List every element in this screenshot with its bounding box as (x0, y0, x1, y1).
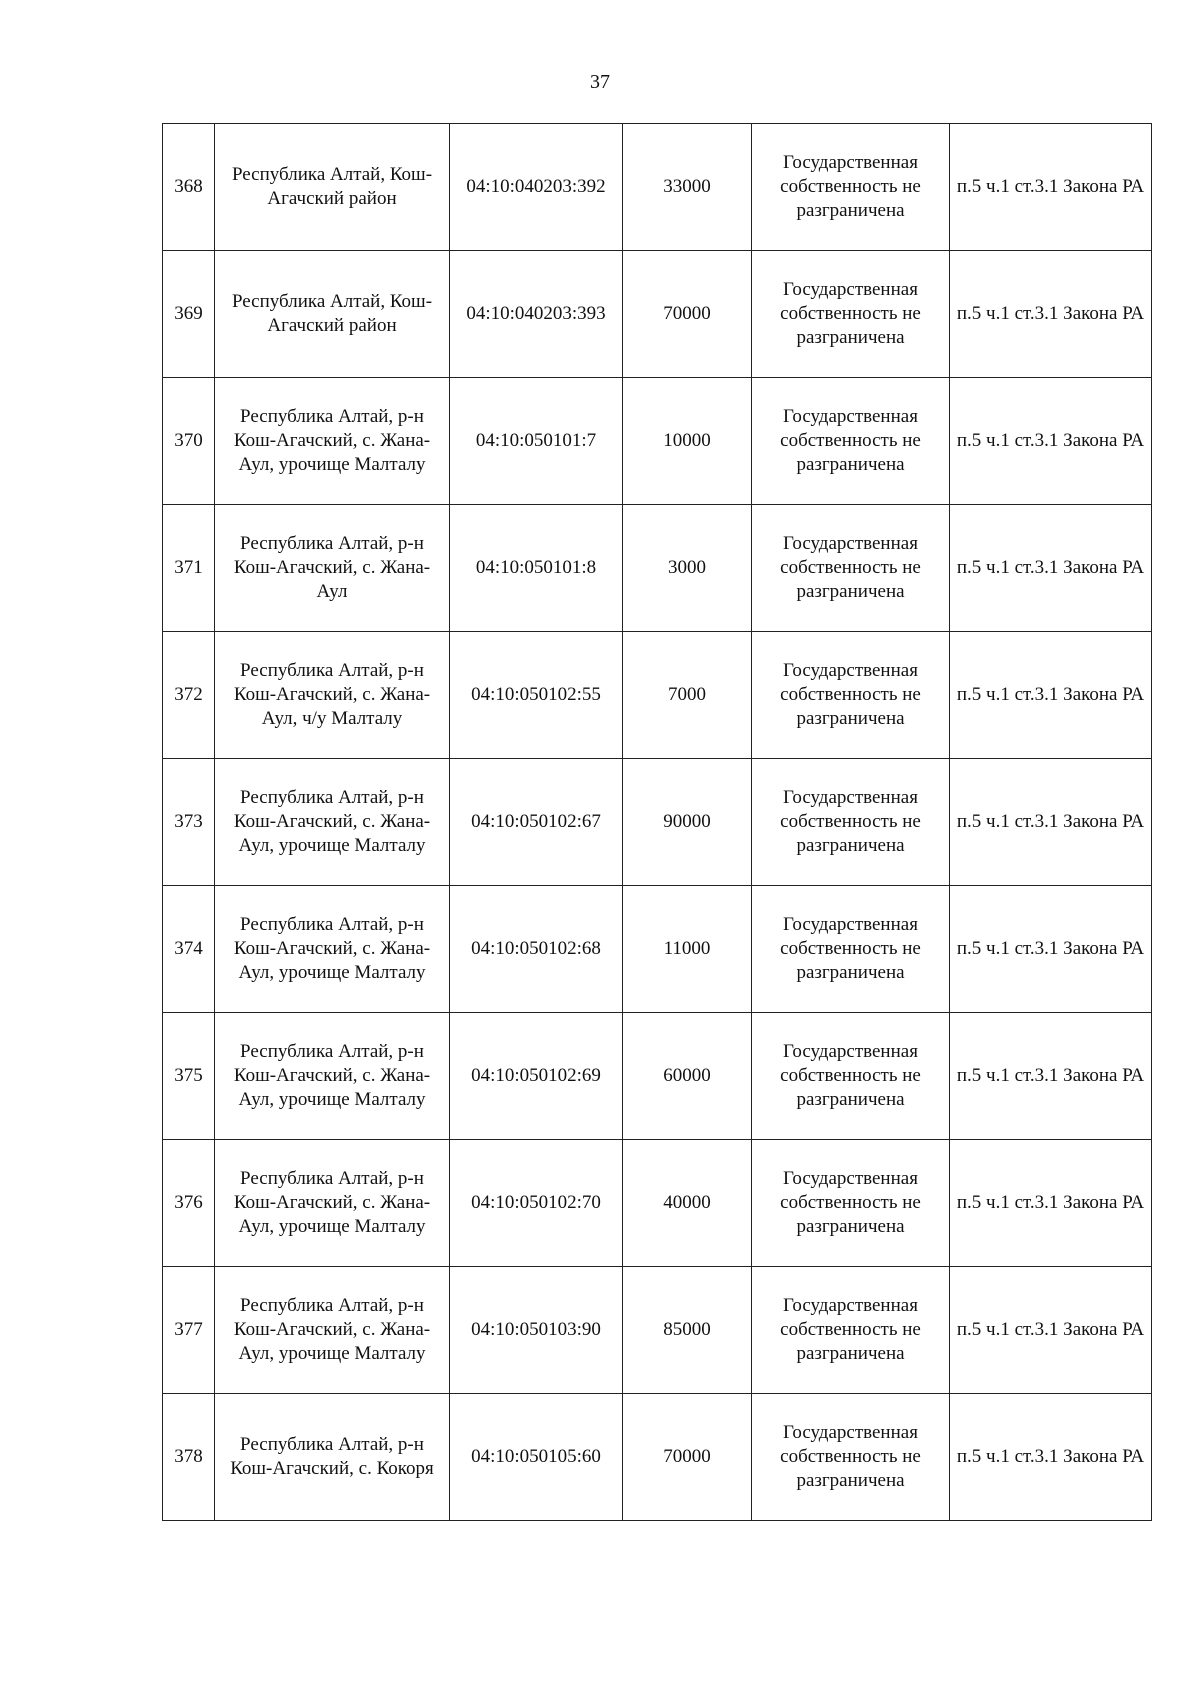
plot-address: Республика Алтай, р-н Кош-Агачский, с. Жана-Аул, урочище Малталу (215, 378, 450, 505)
legal-basis: п.5 ч.1 ст.3.1 Закона РА (950, 632, 1152, 759)
row-number: 371 (163, 505, 215, 632)
legal-basis: п.5 ч.1 ст.3.1 Закона РА (950, 886, 1152, 1013)
row-number: 373 (163, 759, 215, 886)
table-row (163, 1013, 1152, 1140)
plot-area: 40000 (623, 1140, 752, 1267)
land-plots-table (162, 123, 1152, 1521)
plot-address: Республика Алтай, р-н Кош-Агачский, с. Жана-Аул, урочище Малталу (215, 886, 450, 1013)
plot-area: 60000 (623, 1013, 752, 1140)
cadastral-number: 04:10:050101:8 (450, 505, 623, 632)
cadastral-number: 04:10:040203:392 (450, 124, 623, 251)
legal-basis: п.5 ч.1 ст.3.1 Закона РА (950, 505, 1152, 632)
legal-basis: п.5 ч.1 ст.3.1 Закона РА (950, 124, 1152, 251)
cadastral-number: 04:10:050102:69 (450, 1013, 623, 1140)
cadastral-number: 04:10:050105:60 (450, 1394, 623, 1521)
ownership-status: Государственная собственность не разграничена (752, 759, 950, 886)
plot-area: 90000 (623, 759, 752, 886)
plot-area: 70000 (623, 251, 752, 378)
ownership-status: Государственная собственность не разграничена (752, 251, 950, 378)
plot-address: Республика Алтай, Кош-Агачский район (215, 251, 450, 378)
ownership-status: Государственная собственность не разграничена (752, 1140, 950, 1267)
plot-area: 10000 (623, 378, 752, 505)
plot-area: 85000 (623, 1267, 752, 1394)
row-number: 368 (163, 124, 215, 251)
legal-basis: п.5 ч.1 ст.3.1 Закона РА (950, 251, 1152, 378)
table-row (163, 632, 1152, 759)
ownership-status: Государственная собственность не разграничена (752, 1013, 950, 1140)
cadastral-number: 04:10:050102:67 (450, 759, 623, 886)
plot-address: Республика Алтай, р-н Кош-Агачский, с. Жана-Аул, урочище Малталу (215, 759, 450, 886)
plot-address: Республика Алтай, р-н Кош-Агачский, с. Жана-Аул, ч/у Малталу (215, 632, 450, 759)
row-number: 374 (163, 886, 215, 1013)
plot-address: Республика Алтай, р-н Кош-Агачский, с. Жана-Аул (215, 505, 450, 632)
cadastral-number: 04:10:050103:90 (450, 1267, 623, 1394)
legal-basis: п.5 ч.1 ст.3.1 Закона РА (950, 1267, 1152, 1394)
table-row (163, 378, 1152, 505)
ownership-status: Государственная собственность не разграничена (752, 1394, 950, 1521)
table-row (163, 1140, 1152, 1267)
ownership-status: Государственная собственность не разграничена (752, 886, 950, 1013)
cadastral-number: 04:10:050102:55 (450, 632, 623, 759)
legal-basis: п.5 ч.1 ст.3.1 Закона РА (950, 759, 1152, 886)
row-number: 369 (163, 251, 215, 378)
table-row (163, 1267, 1152, 1394)
table-row (163, 251, 1152, 378)
row-number: 378 (163, 1394, 215, 1521)
cadastral-number: 04:10:050101:7 (450, 378, 623, 505)
plot-area: 33000 (623, 124, 752, 251)
plot-address: Республика Алтай, р-н Кош-Агачский, с. Жана-Аул, урочище Малталу (215, 1140, 450, 1267)
plot-area: 11000 (623, 886, 752, 1013)
row-number: 375 (163, 1013, 215, 1140)
ownership-status: Государственная собственность не разграничена (752, 378, 950, 505)
plot-address: Республика Алтай, р-н Кош-Агачский, с. Жана-Аул, урочище Малталу (215, 1267, 450, 1394)
row-number: 377 (163, 1267, 215, 1394)
table-row (163, 505, 1152, 632)
plot-area: 70000 (623, 1394, 752, 1521)
legal-basis: п.5 ч.1 ст.3.1 Закона РА (950, 1013, 1152, 1140)
ownership-status: Государственная собственность не разграничена (752, 505, 950, 632)
plot-area: 3000 (623, 505, 752, 632)
page-number: 37 (590, 71, 610, 93)
table-row (163, 886, 1152, 1013)
ownership-status: Государственная собственность не разграничена (752, 1267, 950, 1394)
table-row (163, 1394, 1152, 1521)
row-number: 376 (163, 1140, 215, 1267)
table-row (163, 124, 1152, 251)
table-row (163, 759, 1152, 886)
legal-basis: п.5 ч.1 ст.3.1 Закона РА (950, 378, 1152, 505)
legal-basis: п.5 ч.1 ст.3.1 Закона РА (950, 1140, 1152, 1267)
cadastral-number: 04:10:050102:70 (450, 1140, 623, 1267)
plot-address: Республика Алтай, р-н Кош-Агачский, с. Жана-Аул, урочище Малталу (215, 1013, 450, 1140)
legal-basis: п.5 ч.1 ст.3.1 Закона РА (950, 1394, 1152, 1521)
cadastral-number: 04:10:040203:393 (450, 251, 623, 378)
ownership-status: Государственная собственность не разграничена (752, 632, 950, 759)
ownership-status: Государственная собственность не разграничена (752, 124, 950, 251)
cadastral-number: 04:10:050102:68 (450, 886, 623, 1013)
row-number: 370 (163, 378, 215, 505)
plot-address: Республика Алтай, р-н Кош-Агачский, с. Кокоря (215, 1394, 450, 1521)
plot-area: 7000 (623, 632, 752, 759)
plot-address: Республика Алтай, Кош-Агачский район (215, 124, 450, 251)
row-number: 372 (163, 632, 215, 759)
